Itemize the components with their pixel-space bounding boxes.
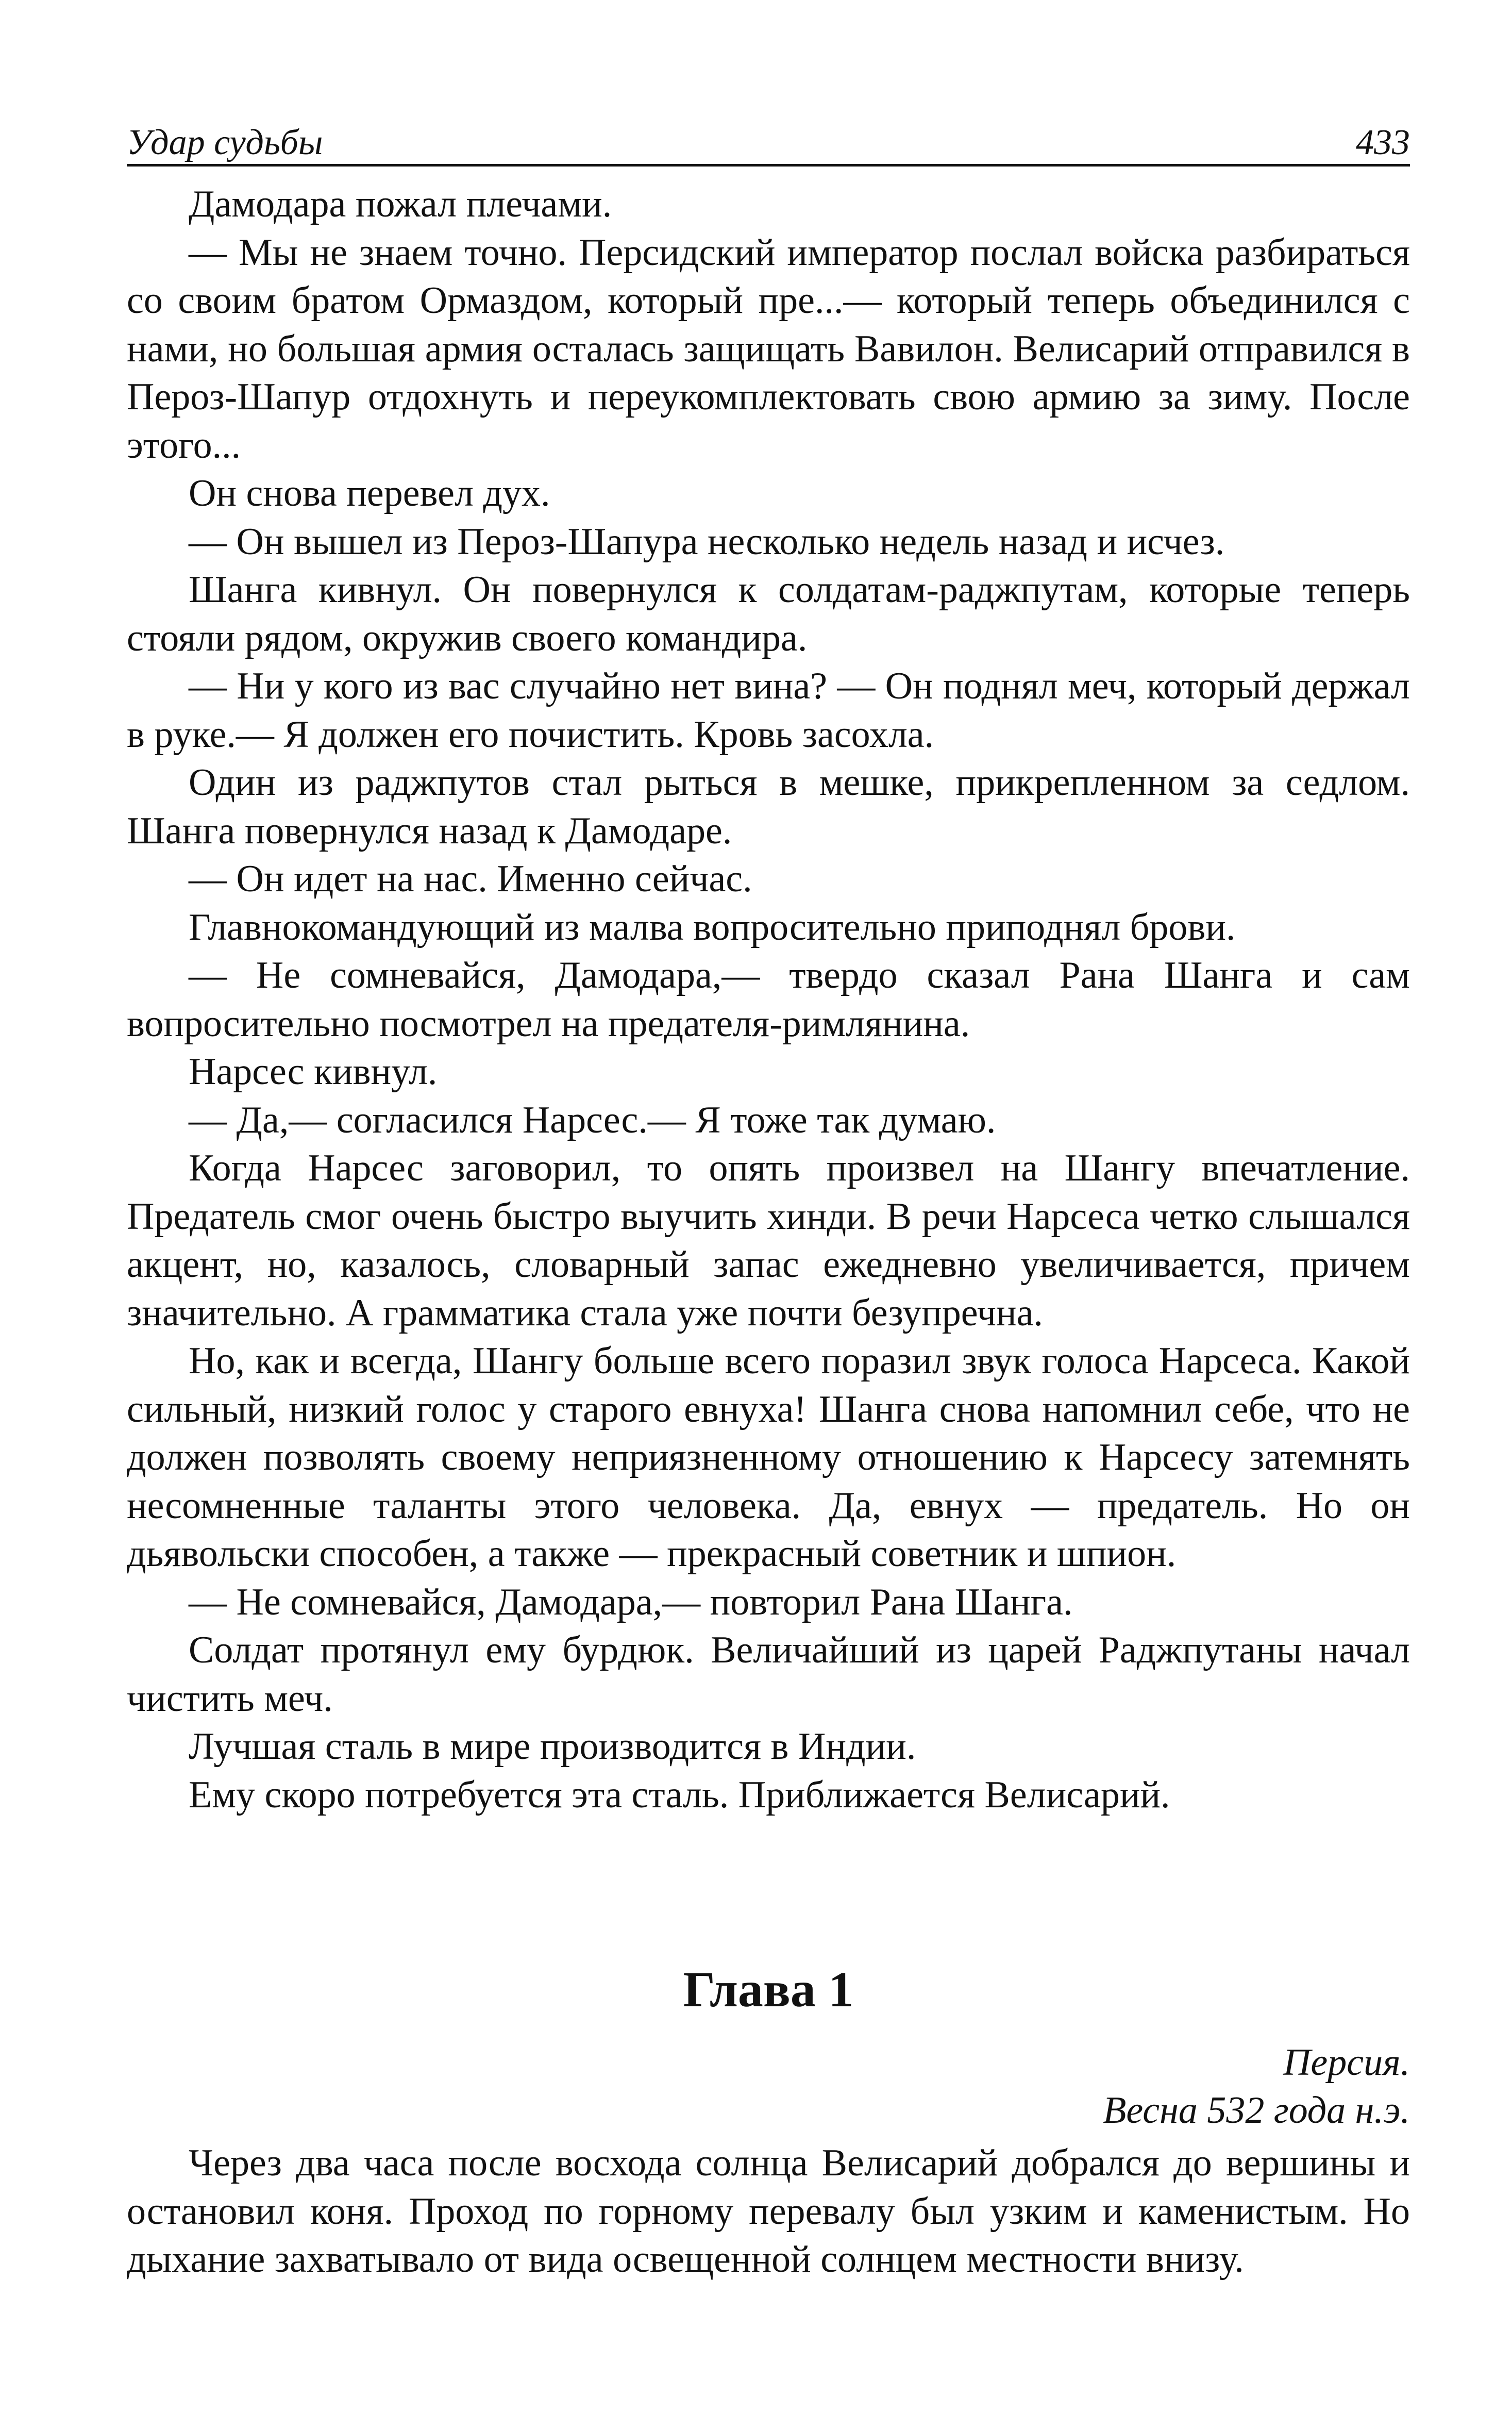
paragraph: Лучшая сталь в мире производится в Индии. bbox=[189, 1725, 916, 1768]
paragraph: Солдат протянул ему бурдюк. Величайший из царей Раджпутаны начал чистить меч. bbox=[127, 1629, 1410, 1720]
paragraph: Он снова перевел дух. bbox=[189, 472, 550, 514]
paragraph: Нарсес кивнул. bbox=[189, 1051, 438, 1093]
paragraph: Но, как и всегда, Шангу больше всего поразил звук голоса Нарсеса. Какой сильный, низкий голос у старого евнуха! Шанга снова напомнил себе, что не должен позволять своему неприязненному отношению к Нарсесу затемнять несомненные таланты этого человека. Да, евнух — предатель. Но он дьявольски способен, а также — прекрасный советник и шпион. bbox=[127, 1340, 1410, 1575]
body-text bbox=[127, 180, 1410, 1819]
paragraph: — Мы не знаем точно. Персидский император послал войска разбираться со своим братом Ормаздом, который пре...— который теперь объединился с нами, но большая армия осталась защищать Вавилон. Велисарий отправился в Пероз-Шапур отдохнуть и переукомплектовать свою армию за зиму. После этого... bbox=[127, 231, 1410, 467]
running-header bbox=[127, 120, 1410, 166]
paragraph: — Он идет на нас. Именно сейчас. bbox=[189, 858, 752, 900]
chapter-text bbox=[127, 2139, 1410, 2284]
paragraph: Главнокомандующий из малва вопросительно приподнял брови. bbox=[189, 906, 1236, 949]
paragraph: Дамодара пожал плечами. bbox=[189, 183, 612, 225]
paragraph: — Ни у кого из вас случайно нет вина? — Он поднял меч, который держал в руке.— Я должен его почистить. Кровь засохла. bbox=[127, 665, 1410, 756]
paragraph: Через два часа после восхода солнца Велисарий добрался до вершины и остановил коня. Проход по горному перевалу был узким и каменистым. Но дыхание захватывало от вида освещенной солнцем местности внизу. bbox=[127, 2142, 1410, 2281]
paragraph: Шанга кивнул. Он повернулся к солдатам-раджпутам, которые теперь стояли рядом, окружив своего командира. bbox=[127, 569, 1410, 659]
header-rule bbox=[127, 164, 1410, 167]
paragraph: — Не сомневайся, Дамодара,— твердо сказал Рана Шанга и сам вопросительно посмотрел на предателя-римлянина. bbox=[127, 954, 1410, 1045]
running-title: Удар судьбы bbox=[127, 123, 323, 162]
paragraph: — Не сомневайся, Дамодара,— повторил Рана Шанга. bbox=[189, 1580, 1073, 1623]
epigraph-date: Весна 532 года н.э. bbox=[1103, 2089, 1410, 2132]
page-number: 433 bbox=[1356, 123, 1410, 162]
paragraph: — Он вышел из Пероз-Шапура несколько недель назад и исчез. bbox=[189, 520, 1225, 563]
chapter-epigraph bbox=[127, 2039, 1410, 2135]
epigraph-place: Персия. bbox=[1283, 2041, 1410, 2084]
paragraph: Ему скоро потребуется эта сталь. Приближается Велисарий. bbox=[189, 1773, 1170, 1816]
book-page bbox=[127, 0, 1410, 2429]
chapter-title: Глава 1 bbox=[683, 1962, 854, 2018]
paragraph: Один из раджпутов стал рыться в мешке, прикрепленном за седлом. Шанга повернулся назад к Дамодаре. bbox=[127, 761, 1410, 852]
paragraph: — Да,— согласился Нарсес.— Я тоже так думаю. bbox=[189, 1099, 996, 1141]
paragraph: Когда Нарсес заговорил, то опять произвел на Шангу впечатление. Предатель смог очень быстро выучить хинди. В речи Нарсеса четко слышался акцент, но, казалось, словарный запас ежедневно увеличивается, причем значительно. А грамматика стала уже почти безупречна. bbox=[127, 1147, 1410, 1334]
